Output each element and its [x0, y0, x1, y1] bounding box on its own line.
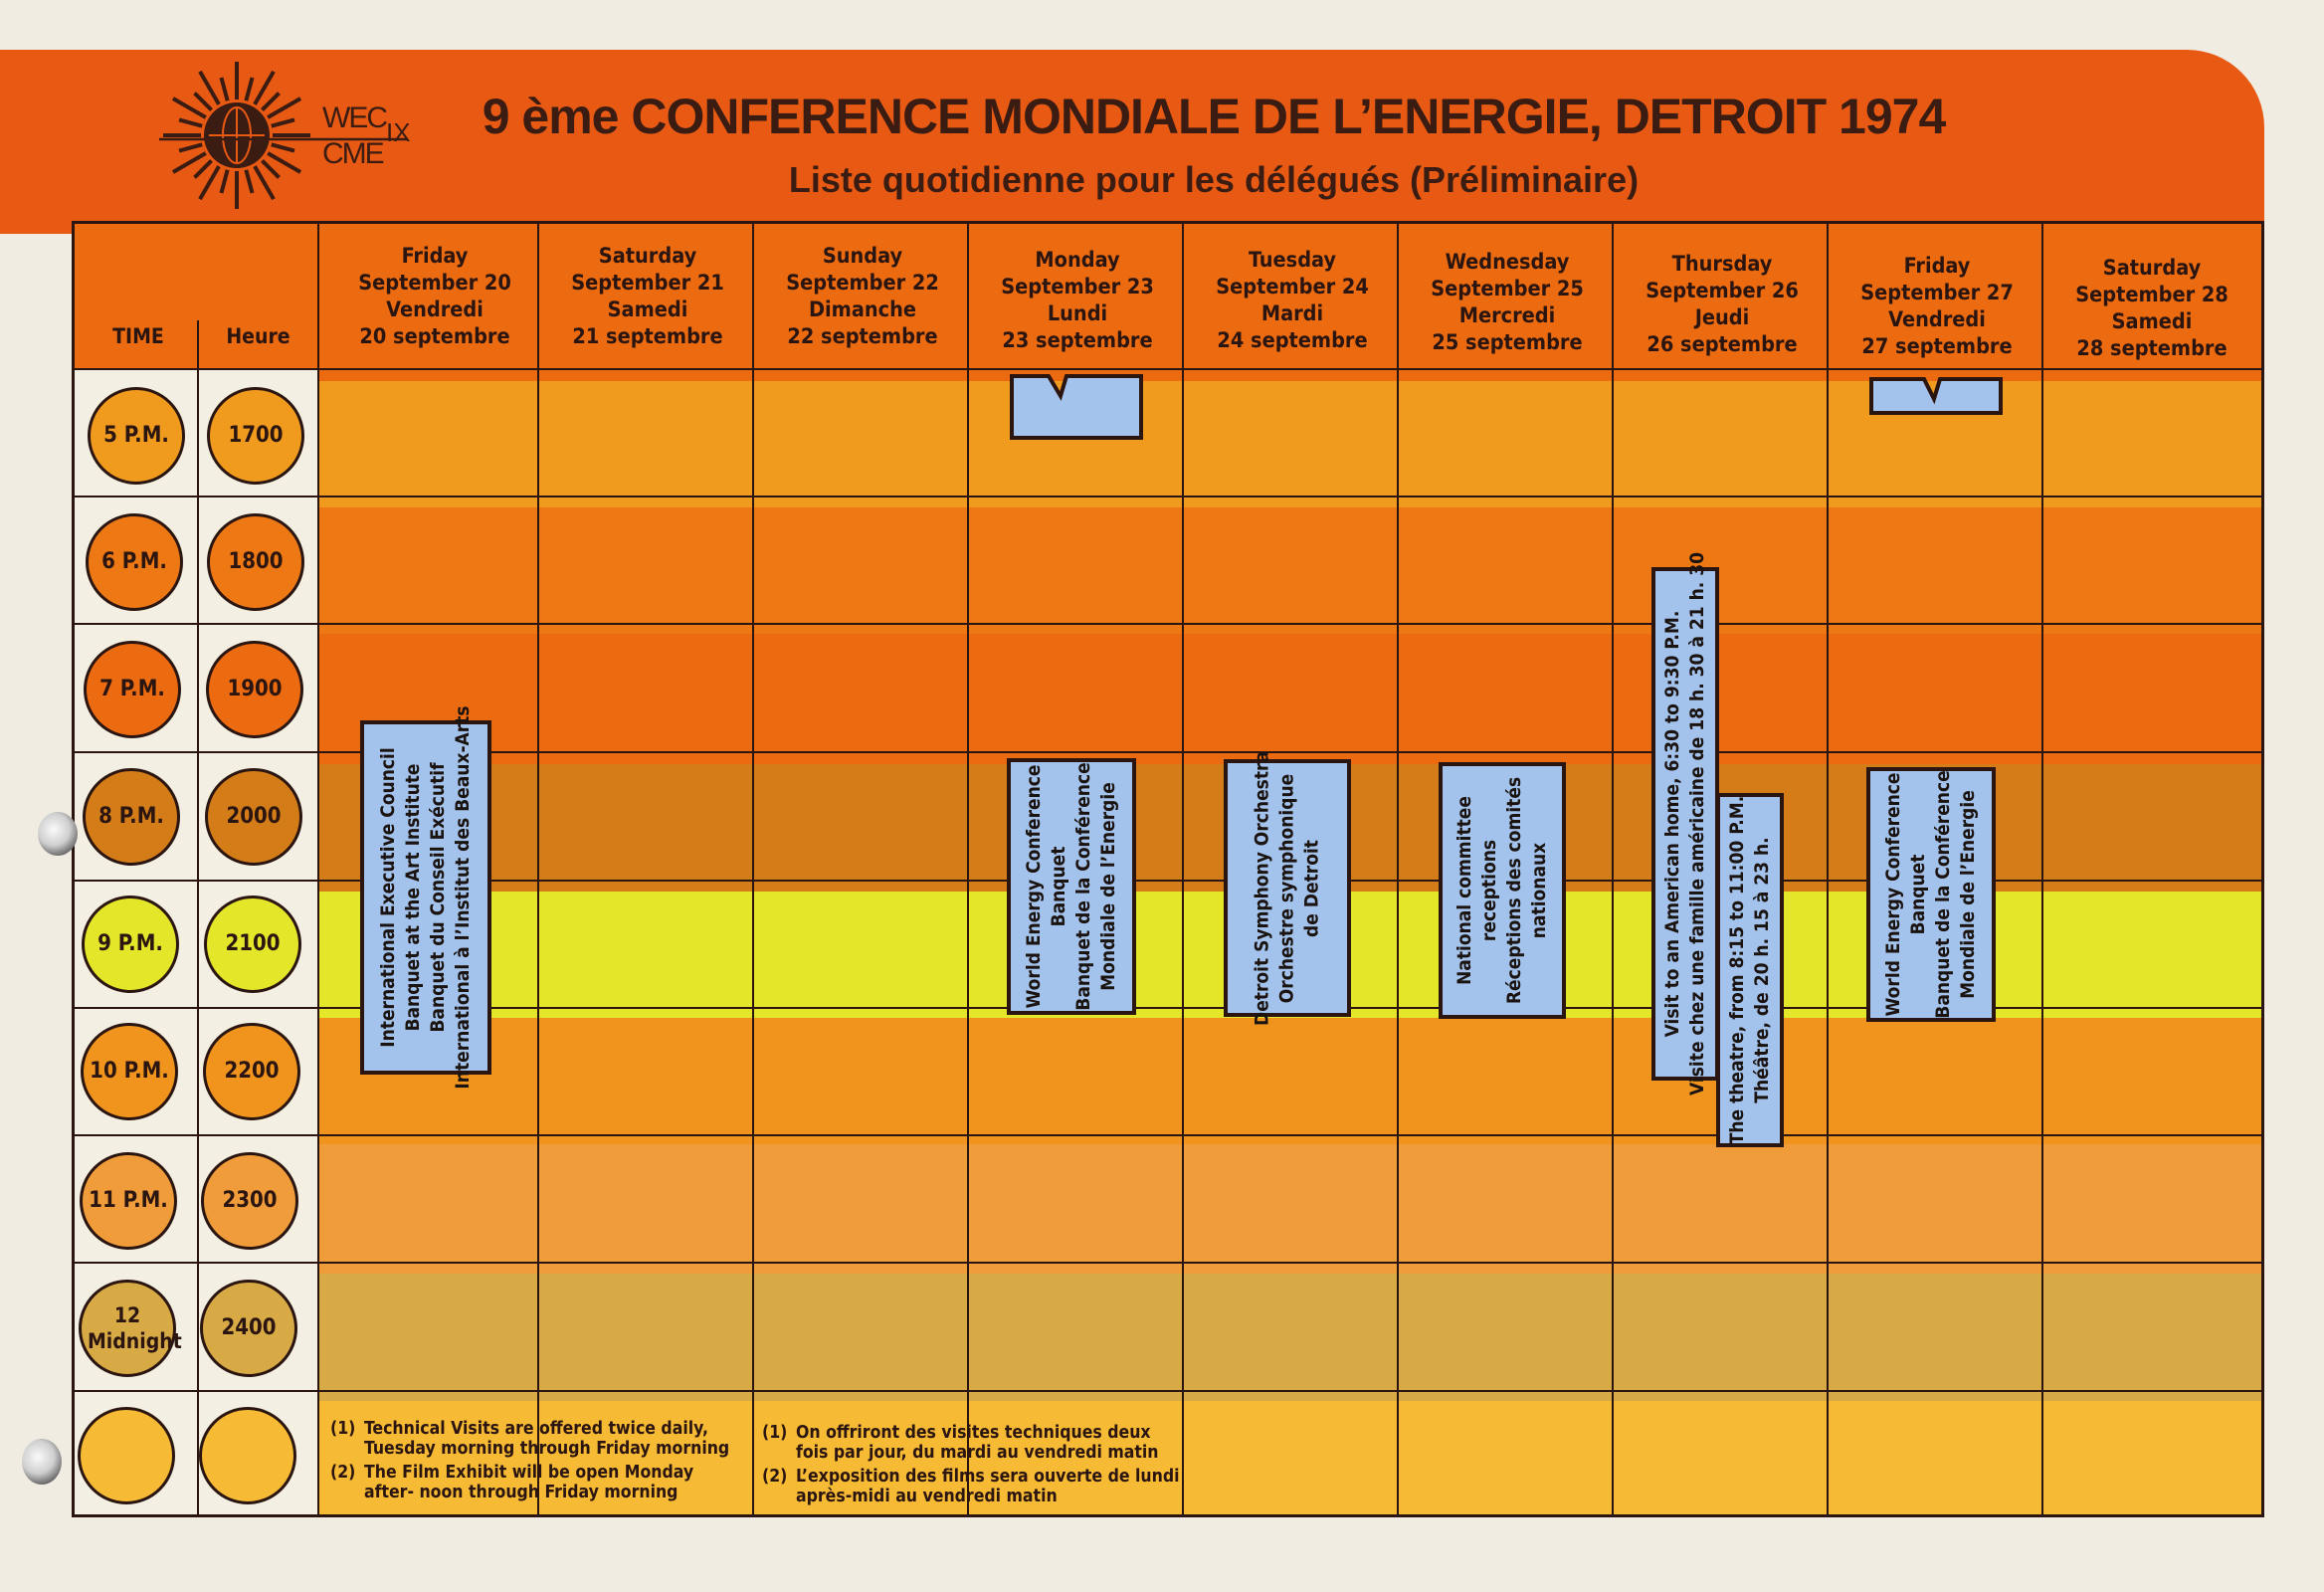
event-national-committee-receptions: National committee receptions Réceptions des comités nationaux — [1439, 762, 1566, 1019]
logo-wec: WEC — [322, 101, 386, 134]
time-header: TIME — [112, 324, 164, 348]
heure-circle-1800: 1800 — [207, 513, 304, 611]
binder-hole-icon — [38, 812, 78, 856]
heure-circle-1700: 1700 — [207, 387, 304, 485]
event-american-home-visit: Visit to an American home, 6:30 to 9:30 P.M. Visite chez une famille américaine de 18 h. 30 à 21 h. 30 — [1651, 567, 1719, 1081]
logo-cme: CME — [322, 137, 383, 170]
heure-circle-2100: 2100 — [204, 896, 301, 993]
heure-circle-2000: 2000 — [205, 768, 302, 866]
event-wec-banquet-fri27: World Energy Conference Banquet Banquet de la Conférence Mondiale de l’Energie — [1866, 767, 1996, 1022]
grid-line — [72, 496, 2261, 498]
grid-line — [1182, 224, 1184, 1515]
grid-line — [1397, 224, 1399, 1515]
day-header-sun-22: Sunday September 22 Dimanche 22 septembre — [786, 244, 939, 349]
marker-box-mon23 — [1009, 372, 1144, 442]
note-en-1: (1) Technical Visits are offered twice daily, Tuesday morning through Friday morning — [330, 1419, 730, 1459]
day-header-sat-28: Saturday September 28 Samedi 28 septembre — [2075, 256, 2228, 361]
time-circle-10pm: 10 P.M. — [81, 1023, 178, 1120]
grid-line — [1612, 224, 1614, 1515]
time-circle-11pm: 11 P.M. — [80, 1152, 177, 1250]
day-header-thu-26: Thursday September 26 Jeudi 26 septembre — [1646, 252, 1799, 357]
grid-line — [967, 224, 969, 1515]
day-header-tue-24: Tuesday September 24 Mardi 24 septembre — [1216, 248, 1369, 353]
note-fr-1: (1) On offriront des visites techniques deux fois par jour, du mardi au vendredi matin — [762, 1423, 1159, 1463]
time-circle-6pm: 6 P.M. — [86, 513, 183, 611]
day-header-fri-20: Friday September 20 Vendredi 20 septembre — [358, 244, 511, 349]
day-header-sat-21: Saturday September 21 Samedi 21 septembre — [571, 244, 724, 349]
grid-line — [72, 368, 2261, 370]
event-iec-banquet: International Executive Council Banquet at the Art Institute Banquet du Conseil Exécutif International à l’Institut des Beaux-Arts — [360, 720, 491, 1075]
grid-line — [72, 623, 2261, 625]
grid-line — [537, 224, 539, 1515]
note-fr-2: (2) L’exposition des films sera ouverte de lundi après-midi au vendredi matin — [762, 1467, 1180, 1506]
binder-hole-icon — [22, 1439, 62, 1485]
day-header-fri-27: Friday September 27 Vendredi 27 septembre — [1860, 254, 2014, 359]
event-detroit-symphony: Detroit Symphony Orchestra Orchestre symphonique de Detroit — [1224, 759, 1351, 1017]
time-circle-5pm: 5 P.M. — [88, 387, 185, 485]
grid-line — [317, 224, 319, 1515]
event-theatre: The theatre, from 8:15 to 11:00 P.M. Théâtre, de 20 h. 15 à 23 h. — [1716, 793, 1784, 1147]
grid-line — [2041, 224, 2043, 1515]
day-header-mon-23: Monday September 23 Lundi 23 septembre — [1001, 248, 1154, 353]
heure-circle-1900: 1900 — [206, 641, 303, 738]
heure-circle-2400: 2400 — [200, 1280, 297, 1377]
heure-circle-2200: 2200 — [203, 1023, 300, 1120]
heure-header: Heure — [226, 324, 290, 348]
grid-line — [197, 320, 199, 1515]
grid-line — [1827, 224, 1829, 1515]
event-wec-banquet-mon23: World Energy Conference Banquet Banquet de la Conférence Mondiale de l’Energie — [1007, 758, 1136, 1015]
time-circle-empty — [78, 1407, 175, 1504]
grid-line — [752, 224, 754, 1515]
marker-box-fri27 — [1868, 375, 2004, 417]
heure-circle-2300: 2300 — [201, 1152, 298, 1250]
grid-line — [72, 1134, 2261, 1136]
time-circle-8pm: 8 P.M. — [83, 768, 180, 866]
time-circle-12-midnight: 12 Midnight — [79, 1280, 176, 1377]
heure-circle-empty — [199, 1407, 296, 1504]
grid-line — [72, 1390, 2261, 1392]
grid-line — [72, 1262, 2261, 1264]
note-en-2: (2) The Film Exhibit will be open Monday after- noon through Friday morning — [330, 1463, 694, 1502]
time-circle-9pm: 9 P.M. — [82, 896, 179, 993]
logo-ix: IX — [386, 117, 411, 147]
day-header-wed-25: Wednesday September 25 Mercredi 25 septembre — [1431, 250, 1584, 355]
page-subtitle: Liste quotidienne pour les délégués (Préliminaire) — [788, 159, 1640, 200]
page-title: 9 ème CONFERENCE MONDIALE DE L’ENERGIE, DETROIT 1974 — [482, 89, 1946, 144]
time-circle-7pm: 7 P.M. — [84, 641, 181, 738]
